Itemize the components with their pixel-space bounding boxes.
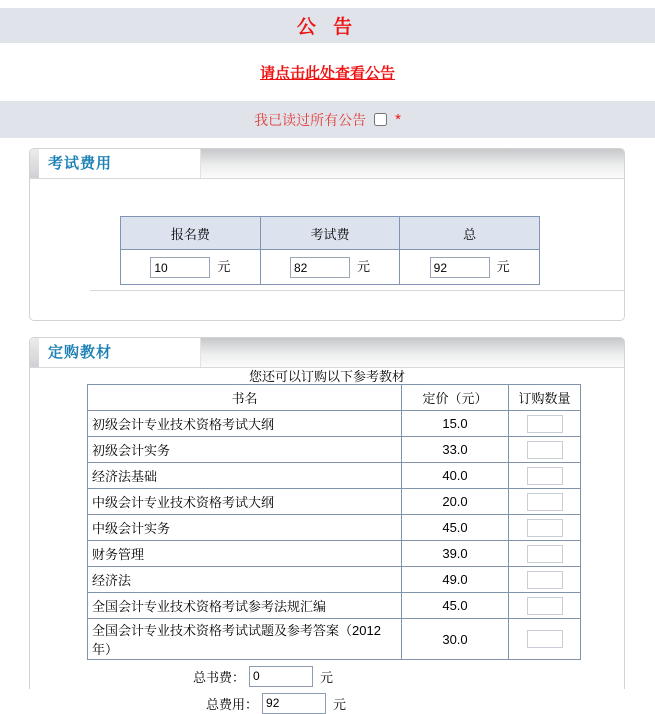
book-name: 财务管理 [88,541,402,567]
fee-cell-total [400,250,540,285]
books-table [87,384,581,660]
order-quantity-input[interactable] [527,441,563,459]
books-col-price: 定价（元） [402,385,509,411]
announcement-link-row [0,43,655,101]
tab-left-cap [30,338,39,367]
exam-fee-panel-header [30,149,624,179]
book-row [88,489,581,515]
book-quantity-cell [509,515,581,541]
unit-label: 元 [333,696,347,712]
fee-cell-exam [260,250,400,285]
top-strip [0,0,655,8]
total-fee-input[interactable] [262,693,326,714]
fee-cell-register [121,250,261,285]
read-all-checkbox[interactable] [374,113,387,126]
book-name: 全国会计专业技术资格考试试题及参考答案（2012年） [88,619,402,660]
fee-value-row [121,250,540,285]
book-row [88,619,581,660]
book-name: 初级会计实务 [88,437,402,463]
book-price: 45.0 [402,515,509,541]
book-quantity-cell [509,437,581,463]
book-row [88,593,581,619]
book-price: 15.0 [402,411,509,437]
order-quantity-input[interactable] [527,571,563,589]
book-quantity-cell [509,593,581,619]
divider [90,290,624,291]
book-price: 49.0 [402,567,509,593]
tab-right-bar [200,338,624,367]
order-quantity-input[interactable] [527,597,563,615]
fee-header-row [121,217,540,250]
book-quantity-cell [509,489,581,515]
order-quantity-input[interactable] [527,519,563,537]
book-price: 40.0 [402,463,509,489]
total-fee-row [30,693,624,713]
order-books-section-title: 定购教材 [48,344,113,361]
books-note: 您还可以订购以下参考教材 [248,369,405,384]
tab-right-bar [200,149,624,178]
book-quantity-cell [509,567,581,593]
exam-fee-section-title: 考试费用 [48,155,113,172]
tab-left-cap [30,149,39,178]
book-name: 经济法 [88,567,402,593]
book-price: 33.0 [402,437,509,463]
total-fee-sum-input[interactable] [430,257,490,278]
book-quantity-cell [509,411,581,437]
book-row [88,411,581,437]
order-quantity-input[interactable] [527,630,563,648]
book-name: 中级会计专业技术资格考试大纲 [88,489,402,515]
book-name: 中级会计实务 [88,515,402,541]
fee-col-register: 报名费 [121,217,261,250]
announcement-title: 公 告 [296,17,359,38]
book-name: 经济法基础 [88,463,402,489]
books-header-row [88,385,581,411]
book-row [88,515,581,541]
unit-label: 元 [320,669,334,685]
register-fee-input[interactable] [150,257,210,278]
order-quantity-input[interactable] [527,545,563,563]
books-col-quantity: 订购数量 [509,385,581,411]
book-price: 30.0 [402,619,509,660]
book-name: 初级会计专业技术资格考试大纲 [88,411,402,437]
book-row [88,567,581,593]
book-price: 45.0 [402,593,509,619]
order-books-panel-header [30,338,624,368]
view-announcement-link[interactable]: 请点击此处查看公告 [259,64,395,82]
book-row [88,463,581,489]
book-quantity-cell [509,619,581,660]
read-all-label: 我已读过所有公告 [254,111,367,128]
unit-label: 元 [496,258,510,274]
order-quantity-input[interactable] [527,415,563,433]
announcement-title-band [0,8,655,43]
book-price: 39.0 [402,541,509,567]
fee-col-total: 总 [400,217,540,250]
unit-label: 元 [356,258,370,274]
total-book-fee-input[interactable] [249,666,313,687]
read-confirm-band [0,101,655,138]
order-books-panel [29,337,625,712]
book-name: 全国会计专业技术资格考试参考法规汇编 [88,593,402,619]
exam-fee-table [120,216,540,285]
books-col-name: 书名 [88,385,402,411]
book-row [88,437,581,463]
required-asterisk: * [395,111,401,128]
fee-col-exam: 考试费 [260,217,400,250]
book-row [88,541,581,567]
total-book-fee-row [30,666,624,686]
order-quantity-input[interactable] [527,467,563,485]
order-quantity-input[interactable] [527,493,563,511]
book-quantity-cell [509,541,581,567]
exam-fee-panel [29,148,625,321]
total-book-fee-label: 总书费： [193,669,246,685]
book-price: 20.0 [402,489,509,515]
exam-fee-input[interactable] [290,257,350,278]
unit-label: 元 [217,258,231,274]
book-quantity-cell [509,463,581,489]
total-fee-label: 总费用： [206,696,259,712]
